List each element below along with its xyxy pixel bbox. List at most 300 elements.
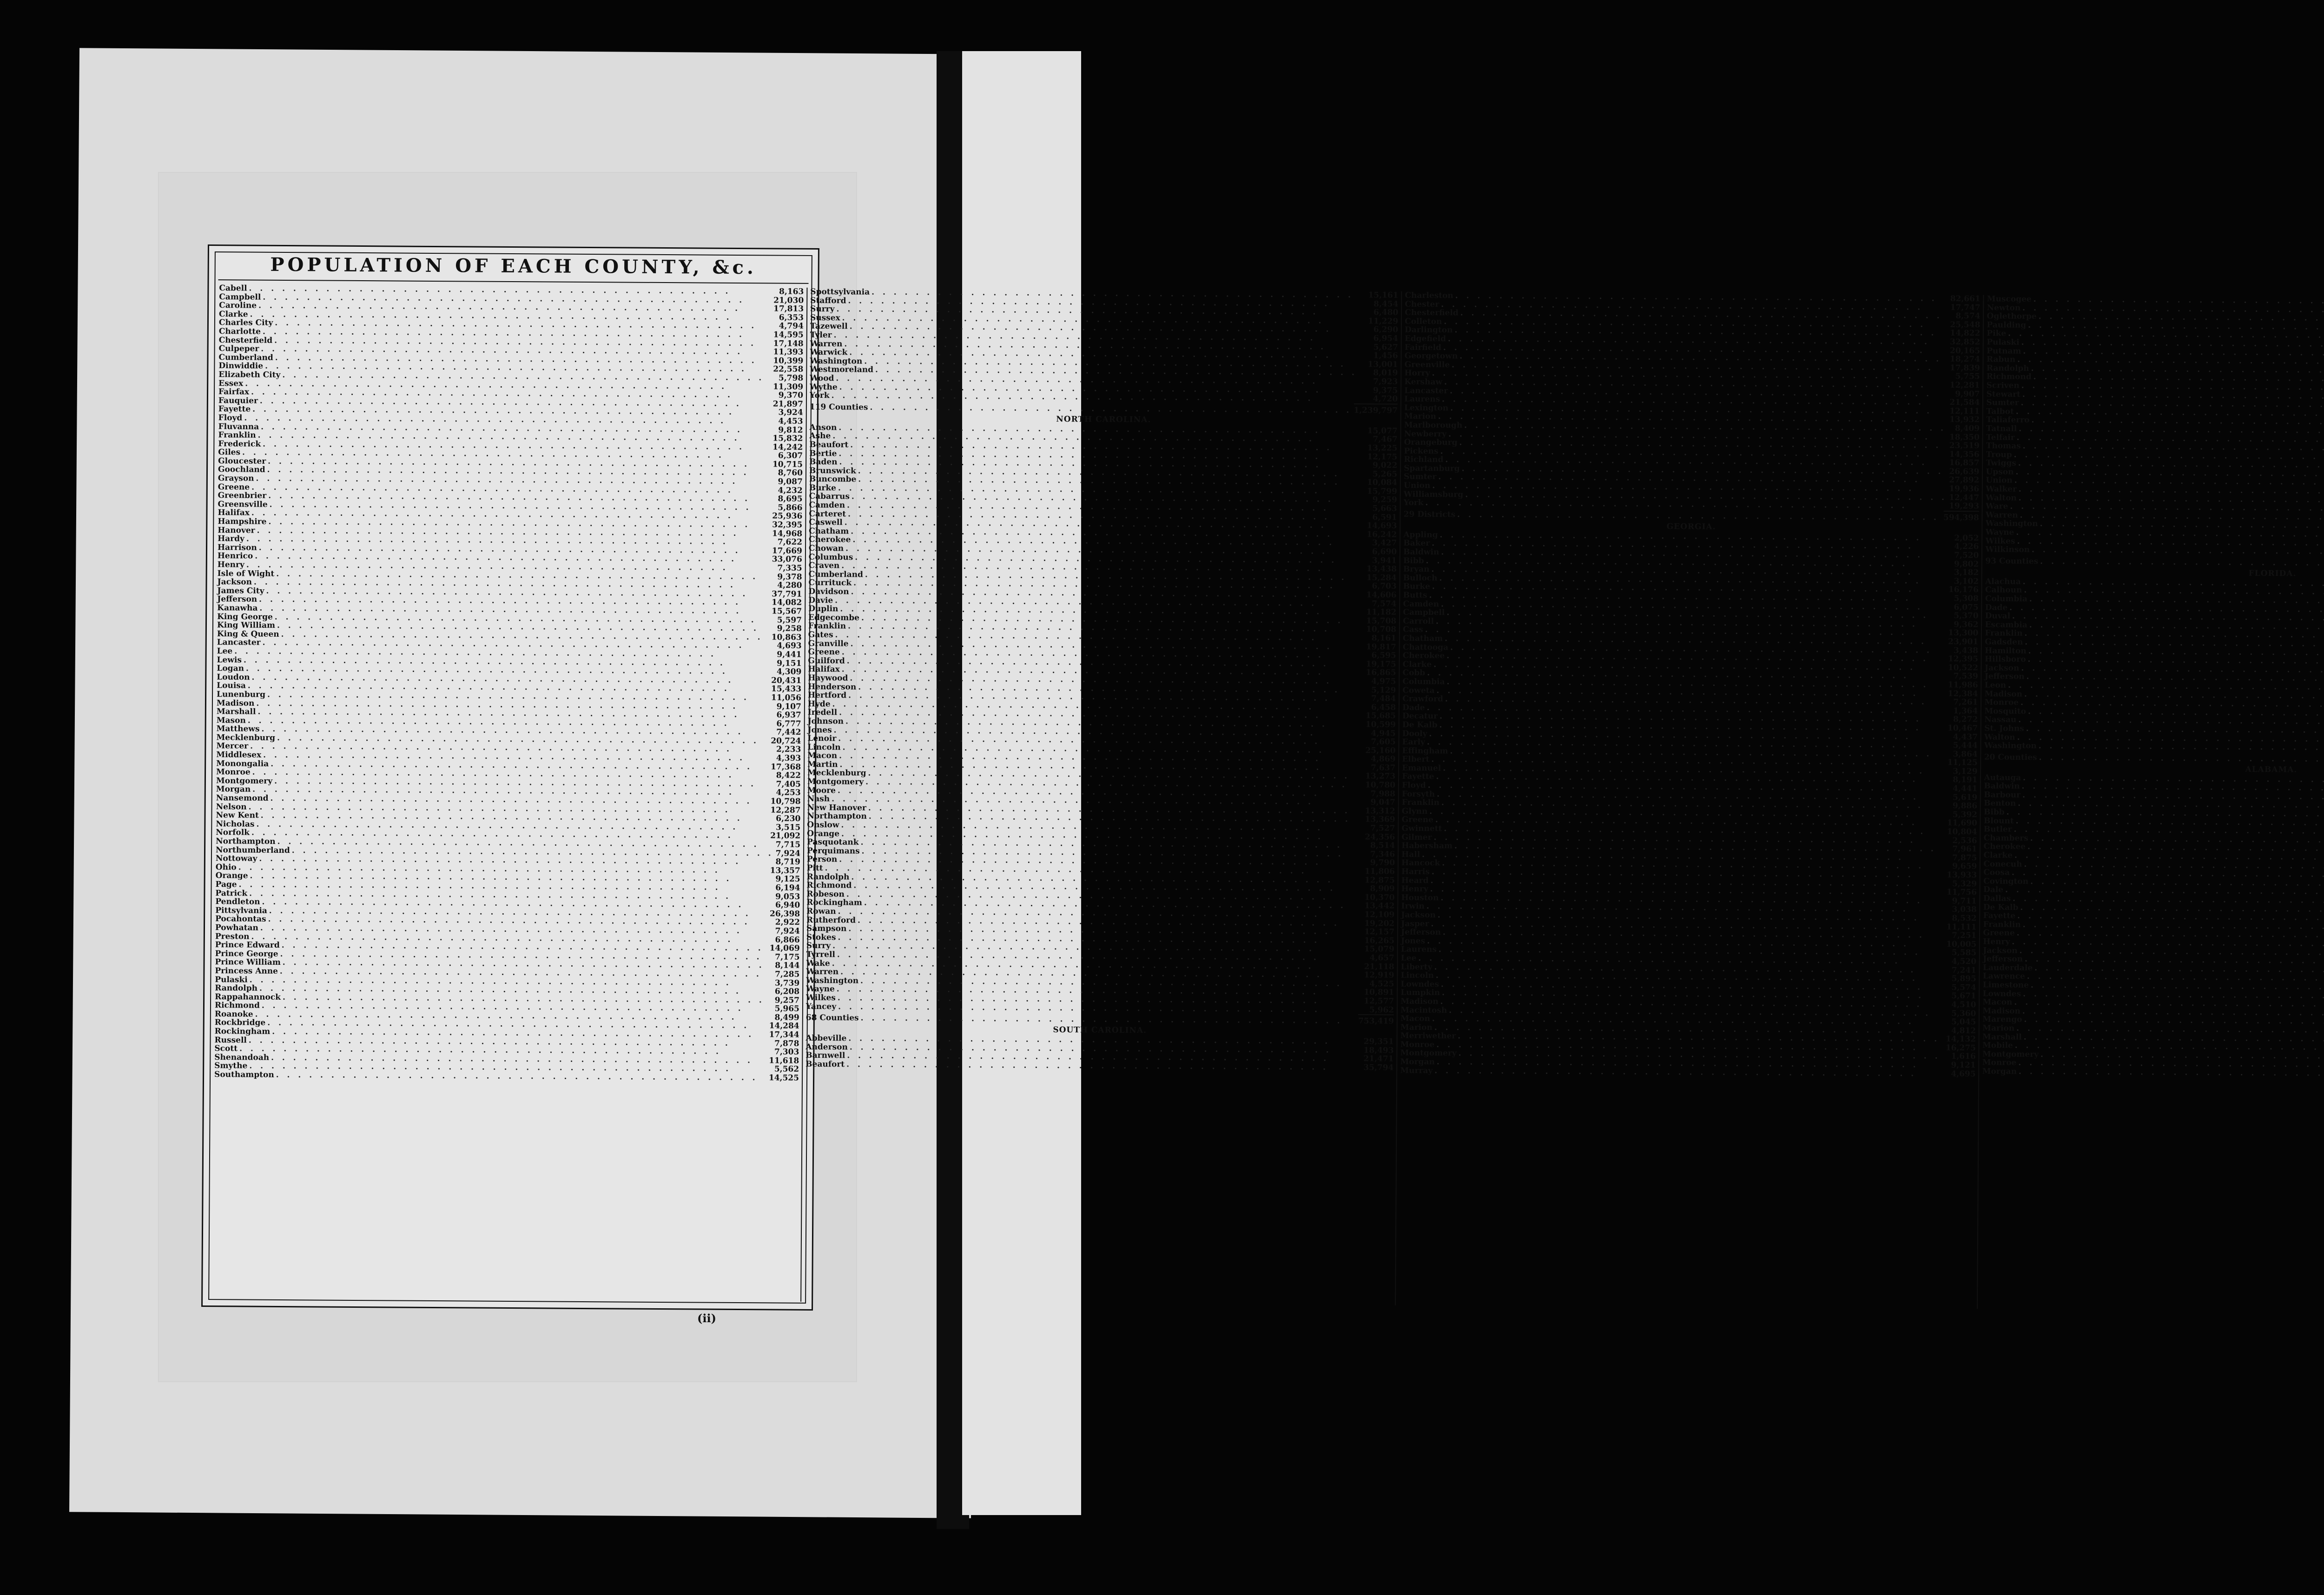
state-heading: SOUTH CAROLINA. (1053, 1025, 1147, 1035)
county-name: Henderson (808, 682, 857, 692)
county-name: Logan (217, 664, 244, 673)
county-population: 5,444 (1953, 741, 1978, 751)
county-name: Washington (1985, 519, 2038, 529)
county-population: 7,241 (1951, 965, 1977, 975)
county-population: 8,514 (1370, 841, 1395, 850)
county-name: Page (215, 880, 237, 890)
county-name: Patrick (215, 888, 248, 898)
county-population: 9,790 (1370, 858, 1395, 868)
county-population: 13,369 (1365, 815, 1395, 825)
county-population: 13,932 (1949, 415, 1980, 425)
county-name: Pulaski (1987, 337, 2020, 347)
county-population: 21,897 (772, 399, 803, 409)
county-name: Alachua (1985, 577, 2021, 587)
county-name: Louisa (217, 681, 246, 691)
county-name: Orange (215, 871, 248, 881)
county-name: Fayette (1983, 911, 2016, 921)
county-name: Richmond (214, 1001, 260, 1010)
county-population: 11,125 (1947, 758, 1978, 768)
county-name: Blount (1983, 816, 2014, 826)
county-population: 5,619 (1952, 792, 1978, 802)
county-name: Carteret (809, 509, 846, 519)
county-name: Beaufort (809, 440, 849, 450)
county-population: 10,399 (773, 356, 804, 366)
county-name: Rabun (1986, 355, 2016, 364)
county-name: Jefferson (1401, 927, 1441, 937)
county-name: Powhatan (215, 923, 258, 933)
county-population: 19,936 (1949, 484, 1980, 494)
county-name: Heard (1401, 876, 1429, 885)
county-name: Randolph (215, 983, 258, 993)
county-name: Rockingham (806, 898, 863, 908)
county-population: 4,232 (778, 486, 803, 495)
county-name: Jones (807, 725, 832, 735)
county-population: 16,242 (1367, 530, 1397, 540)
county-name: Appling (1403, 530, 1438, 540)
county-population: 6,703 (1372, 581, 1397, 592)
county-population: 24,356 (1365, 832, 1395, 842)
leader-dots (276, 1071, 767, 1082)
county-name: Calhoun (1985, 585, 2022, 595)
county-name: Marlborough (1404, 420, 1463, 430)
county-name: Mercer (216, 741, 249, 751)
county-population: 10,708 (1366, 625, 1397, 635)
county-name: Robeson (806, 889, 845, 899)
state-heading: GEORGIA. (1666, 522, 1716, 532)
county-name: Chatham (1402, 633, 1443, 644)
county-population: 7,467 (1373, 435, 1398, 444)
county-population: 12,384 (1948, 689, 1978, 699)
table-column (1396, 291, 1984, 1309)
county-name: Crawford (1402, 694, 1443, 704)
county-population: 13,273 (1365, 771, 1396, 782)
county-population: 9,812 (778, 425, 803, 435)
county-name: Upson (1986, 467, 2014, 477)
county-population: 18,274 (1949, 355, 1981, 364)
county-population: 9,087 (778, 477, 803, 487)
county-population: 5,265 (1372, 469, 1398, 479)
county-name: Pulaski (215, 975, 248, 985)
county-name: Orange (807, 829, 840, 838)
county-population: 12,175 (1367, 452, 1398, 462)
county-population: 29,351 (1363, 1037, 1394, 1047)
county-name: Twiggs (1986, 458, 2016, 468)
county-name: Essex (218, 378, 244, 389)
county-population: 8,163 (779, 287, 804, 297)
county-name: Walton (1984, 732, 2015, 742)
county-name: Elizabeth City (218, 370, 281, 380)
county-name: Jackson (1984, 663, 2020, 673)
county-name: Chesterfield (218, 335, 273, 345)
county-population: 6,595 (1371, 651, 1396, 660)
county-name: Pasquotank (807, 837, 859, 847)
county-name: Greene (1401, 815, 1434, 825)
county-name: Jefferson (217, 594, 257, 605)
county-population: 7,605 (1371, 737, 1396, 747)
county-name: Martin (807, 759, 838, 770)
county-population: 10,084 (1367, 478, 1398, 488)
county-population: 5,308 (1954, 593, 1979, 604)
county-population: 15,077 (1367, 426, 1398, 436)
county-population: 19,175 (1366, 659, 1396, 669)
county-name: Ashe (809, 431, 831, 441)
county-name: Campbell (219, 292, 261, 302)
county-name: Muscogee (1987, 294, 2032, 304)
county-name: Duval (1985, 611, 2011, 621)
county-population: 9,362 (1954, 620, 1979, 630)
county-population: 12,875 (1364, 875, 1395, 885)
county-population: 13,225 (1367, 443, 1398, 453)
county-name: Currituck (808, 578, 852, 588)
county-name: De Kalb (1402, 720, 1438, 730)
county-population: 3,038 (1952, 905, 1977, 915)
county-population: 9,711 (1952, 896, 1977, 906)
county-name: Warren (810, 339, 843, 349)
county-name: Nicholas (216, 819, 255, 829)
county-population: 5,129 (1371, 685, 1396, 695)
county-name: Harris (1401, 867, 1430, 877)
county-population: 7,923 (1373, 377, 1398, 387)
county-population: 6,290 (1373, 325, 1399, 335)
county-name: Stewart (1986, 389, 2021, 399)
county-name: Thomas (1986, 441, 2021, 451)
county-name: James City (217, 586, 264, 596)
county-name: Coweta (1402, 685, 1435, 695)
county-name: Jefferson (1983, 954, 2023, 964)
county-population: 7,520 (1954, 550, 1979, 560)
county-name: Wilkinson (1985, 545, 2030, 555)
county-population: 9,125 (775, 874, 800, 884)
county-population: 3,924 (778, 408, 803, 418)
county-name: Lee (1400, 953, 1417, 963)
county-name: Leon (1984, 680, 2007, 690)
county-name: Person (806, 855, 838, 864)
county-population: 6,194 (775, 883, 800, 893)
county-name: Grayson (218, 474, 254, 483)
county-name: Fairfield (1404, 343, 1442, 352)
county-name: Halifax (808, 665, 840, 674)
county-name: Elbert (1402, 754, 1430, 765)
total-label: 29 Districts (1403, 509, 1456, 520)
county-name: Fayette (1402, 772, 1434, 782)
county-population: 14,525 (768, 1073, 799, 1083)
county-population: 8,409 (1954, 423, 1980, 434)
county-population: 4,226 (1954, 542, 1979, 552)
county-name: Wayne (1985, 527, 2014, 537)
county-population: 17,669 (772, 546, 802, 556)
county-population: 13,001 (1367, 360, 1398, 369)
county-population: 10,370 (1364, 893, 1395, 903)
table-column (210, 284, 807, 1302)
county-name: Preston (215, 931, 250, 942)
county-name: Franklin (1983, 920, 2021, 929)
county-name: Scott (214, 1044, 238, 1054)
county-name: Henry (1983, 937, 2010, 947)
county-population: 23,519 (1949, 441, 1980, 451)
county-population: 21,092 (770, 831, 801, 841)
county-name: Early (1402, 737, 1425, 747)
county-name: Marengo (1982, 1015, 2022, 1025)
county-population: 4,869 (1371, 754, 1396, 764)
county-name: Greenville (1404, 360, 1450, 370)
county-population: 3,864 (1953, 749, 1978, 759)
county-population: 3,515 (775, 823, 801, 832)
county-population: 5,392 (1952, 810, 1978, 820)
county-population: 6,230 (776, 814, 801, 824)
county-population: 5,866 (778, 503, 803, 513)
county-name: Northampton (216, 837, 276, 846)
county-population: 7,961 (1952, 844, 1977, 854)
county-population: 11,618 (769, 1056, 799, 1066)
county-name: Lancaster (217, 638, 261, 648)
county-population: 4,280 (777, 580, 802, 591)
county-population: 7,405 (776, 779, 801, 789)
county-name: Cobb (1402, 668, 1426, 678)
county-name: Lowndes (1400, 979, 1439, 989)
county-population: 6,075 (1954, 602, 1979, 612)
county-name: Stokes (806, 932, 836, 942)
county-population: 2,536 (1952, 836, 1977, 845)
county-population: 25,936 (772, 511, 803, 521)
county-name: Baden (809, 457, 838, 467)
county-population: 9,022 (1373, 461, 1398, 470)
county-population: 9,659 (1952, 862, 1977, 871)
county-name: Fauquier (218, 395, 258, 406)
county-name: Butts (1403, 590, 1427, 600)
county-name: Cabell (219, 283, 247, 293)
county-population: 25,160 (1365, 745, 1396, 756)
county-name: Mecklenburg (807, 768, 866, 778)
county-population: 11,056 (771, 693, 802, 703)
county-name: Roanoke (214, 1009, 253, 1019)
county-name: Pocahontas (215, 914, 266, 924)
county-name: Marion (1982, 1023, 2015, 1033)
county-population: 12,447 (1949, 493, 1980, 502)
county-name: Lee (217, 646, 233, 656)
county-name: Franklin (1401, 798, 1440, 808)
county-name: Richmond (806, 881, 852, 890)
county-name: Southampton (214, 1070, 274, 1080)
county-population: 2,233 (776, 745, 801, 755)
county-name: Merriwether (1400, 1031, 1456, 1041)
county-name: Coosa (1983, 868, 2010, 877)
county-population: 16,176 (1948, 585, 1979, 595)
county-population: 3,739 (774, 978, 800, 988)
county-population: 11,756 (1946, 888, 1977, 897)
county-name: Newton (1987, 303, 2021, 313)
county-name: Oglethorpe (1987, 311, 2037, 322)
county-population: 17,148 (773, 339, 804, 349)
county-population: 7,924 (775, 849, 800, 858)
county-name: Newberry (1404, 429, 1447, 439)
county-name: Talbot (1986, 407, 2014, 416)
county-population: 3,182 (1954, 568, 1979, 578)
county-name: Marshall (216, 707, 256, 717)
county-name: Mecklenburg (216, 733, 276, 743)
county-name: Henrico (217, 551, 253, 561)
county-name: Lumpkin (1400, 988, 1440, 998)
county-name: Decatur (1402, 712, 1438, 721)
county-name: Forsyth (1401, 789, 1435, 799)
county-name: Hanover (218, 525, 255, 535)
county-population: 21,471 (1363, 1054, 1394, 1064)
county-population: 1,364 (1953, 706, 1978, 716)
county-population: 14,822 (1950, 329, 1981, 338)
county-population: 7,251 (1952, 931, 1977, 941)
county-population: 21,118 (1364, 962, 1394, 972)
county-population: 7,622 (777, 537, 803, 547)
county-population: 6,458 (1371, 703, 1396, 712)
county-name: Warwick (810, 348, 848, 357)
county-name: St. Johns (1984, 724, 2024, 733)
county-name: Floyd (218, 413, 243, 423)
county-population: 3,102 (1954, 576, 1979, 587)
county-name: Monroe (1984, 698, 2019, 707)
county-population: 1,456 (1373, 351, 1398, 361)
county-population: 9,107 (776, 701, 801, 712)
county-name: Randolph (806, 872, 850, 882)
county-name: Richland (1404, 455, 1444, 465)
county-population: 11,111 (1946, 922, 1977, 932)
county-name: Spottsylvania (810, 287, 870, 297)
county-population: 14,606 (1366, 590, 1397, 600)
county-population: 6,954 (1373, 334, 1399, 343)
county-population: 20,431 (771, 676, 802, 685)
county-name: Pendleton (215, 897, 260, 907)
county-population: 3,438 (1953, 646, 1979, 655)
page-number: (ii) (697, 1312, 716, 1325)
county-name: Tatnall (1986, 424, 2017, 434)
county-population: 17,368 (770, 762, 801, 772)
county-name: Union (1403, 481, 1431, 491)
county-name: Clarke (1402, 659, 1432, 669)
county-name: Pike (1987, 329, 2007, 339)
county-name: Cumberland (808, 569, 863, 580)
county-population: 7,574 (1372, 599, 1397, 609)
county-name: Lancaster (1404, 386, 1448, 395)
county-population: 12,287 (770, 805, 801, 815)
county-name: Tyler (810, 330, 832, 340)
county-name: Wilkes (1985, 536, 2015, 546)
county-name: Bertie (809, 448, 837, 458)
county-name: Columbia (1402, 677, 1445, 687)
county-name: Rowan (806, 906, 836, 916)
county-population: 7,924 (775, 926, 800, 936)
county-name: King & Queen (217, 629, 279, 639)
county-population: 37,791 (772, 589, 802, 599)
county-name: Rockbridge (214, 1018, 266, 1028)
total-label: 93 Counties (1985, 556, 2039, 566)
county-population: 4,720 (1373, 394, 1398, 404)
county-population: 10,715 (772, 460, 803, 469)
county-name: Wayne (806, 984, 835, 994)
county-name: Johnson (807, 716, 844, 726)
county-population: 16,275 (1945, 1043, 1976, 1053)
county-name: Montgomery (1982, 1049, 2039, 1059)
county-population: 10,467 (1948, 723, 1978, 733)
county-name: Duplin (808, 604, 838, 614)
county-population: 7,335 (777, 563, 802, 573)
county-name: Franklin (218, 430, 256, 440)
county-name: Spartanburg (1404, 463, 1460, 474)
county-population: 13,438 (1366, 564, 1397, 574)
county-name: Harrison (217, 542, 257, 553)
county-name: Charleston (1405, 290, 1453, 301)
county-population: 5,663 (1372, 504, 1397, 514)
county-name: Liberty (1400, 962, 1433, 972)
county-population: 11,229 (1368, 316, 1399, 326)
county-name: Stafford (810, 296, 846, 305)
population-table (201, 244, 2298, 1311)
county-population: 12,281 (1949, 380, 1980, 390)
county-name: Chatham (809, 526, 849, 536)
county-population: 5,962 (1369, 1005, 1394, 1015)
county-name: De Kalb (1983, 902, 2019, 912)
county-population: 13,300 (1948, 628, 1979, 638)
county-name: Marion (1404, 412, 1436, 422)
county-name: Baldwin (1984, 781, 2020, 791)
county-name: Mason (216, 715, 246, 725)
county-population: 5,671 (1951, 991, 1976, 1001)
county-name: Chowan (808, 543, 844, 554)
county-name: Jasper (1401, 919, 1429, 929)
county-population: 14,069 (769, 943, 800, 953)
county-population: 14,284 (769, 1021, 799, 1031)
total-value: 594,398 (1943, 511, 1979, 524)
county-population: 5,895 (1951, 974, 1976, 984)
county-name: Hillsboro (1984, 654, 2026, 665)
county-name: Matthews (216, 724, 260, 734)
county-population: 12,157 (1364, 927, 1395, 937)
county-name: Chattooga (1402, 642, 1449, 652)
county-name: Frederick (218, 439, 261, 449)
county-population: 8,909 (1370, 884, 1395, 894)
county-name: Greenbrier (218, 491, 267, 501)
county-name: Cass (1403, 625, 1423, 635)
county-population: 5,329 (1952, 879, 1977, 889)
county-name: Cherokee (808, 535, 851, 545)
county-population: 4,945 (1371, 728, 1396, 738)
county-name: Troup (1986, 450, 2012, 460)
county-name: Charles City (218, 318, 273, 328)
county-name: York (1403, 498, 1424, 508)
county-name: Mobile (1982, 1041, 2013, 1050)
county-row (1982, 1067, 2324, 1079)
county-name: Warren (806, 967, 839, 977)
county-name: Nash (807, 794, 830, 804)
county-population: 4,657 (1369, 953, 1394, 963)
county-name: Wythe (810, 382, 838, 392)
county-name: Orangeburg (1404, 437, 1458, 448)
county-name: King George (217, 612, 273, 622)
county-population: 9,370 (778, 390, 804, 400)
county-name: Iredell (807, 708, 838, 718)
county-name: Montgomery (216, 776, 273, 786)
county-population: 17,344 (769, 1030, 799, 1040)
county-name: Greene (808, 647, 840, 657)
county-population: 9,151 (777, 659, 802, 668)
county-name: Granville (808, 639, 849, 649)
county-population: 8,144 (775, 961, 800, 971)
county-name: Gloucester (218, 456, 266, 466)
total-row (1984, 750, 2324, 766)
county-population: 14,356 (1949, 449, 1980, 459)
county-name: Dooly (1402, 729, 1427, 738)
county-name: Yancey (805, 1002, 837, 1011)
county-population: 8,454 (1373, 299, 1399, 309)
county-name: Caswell (809, 518, 843, 527)
county-name: Haywood (808, 673, 848, 683)
